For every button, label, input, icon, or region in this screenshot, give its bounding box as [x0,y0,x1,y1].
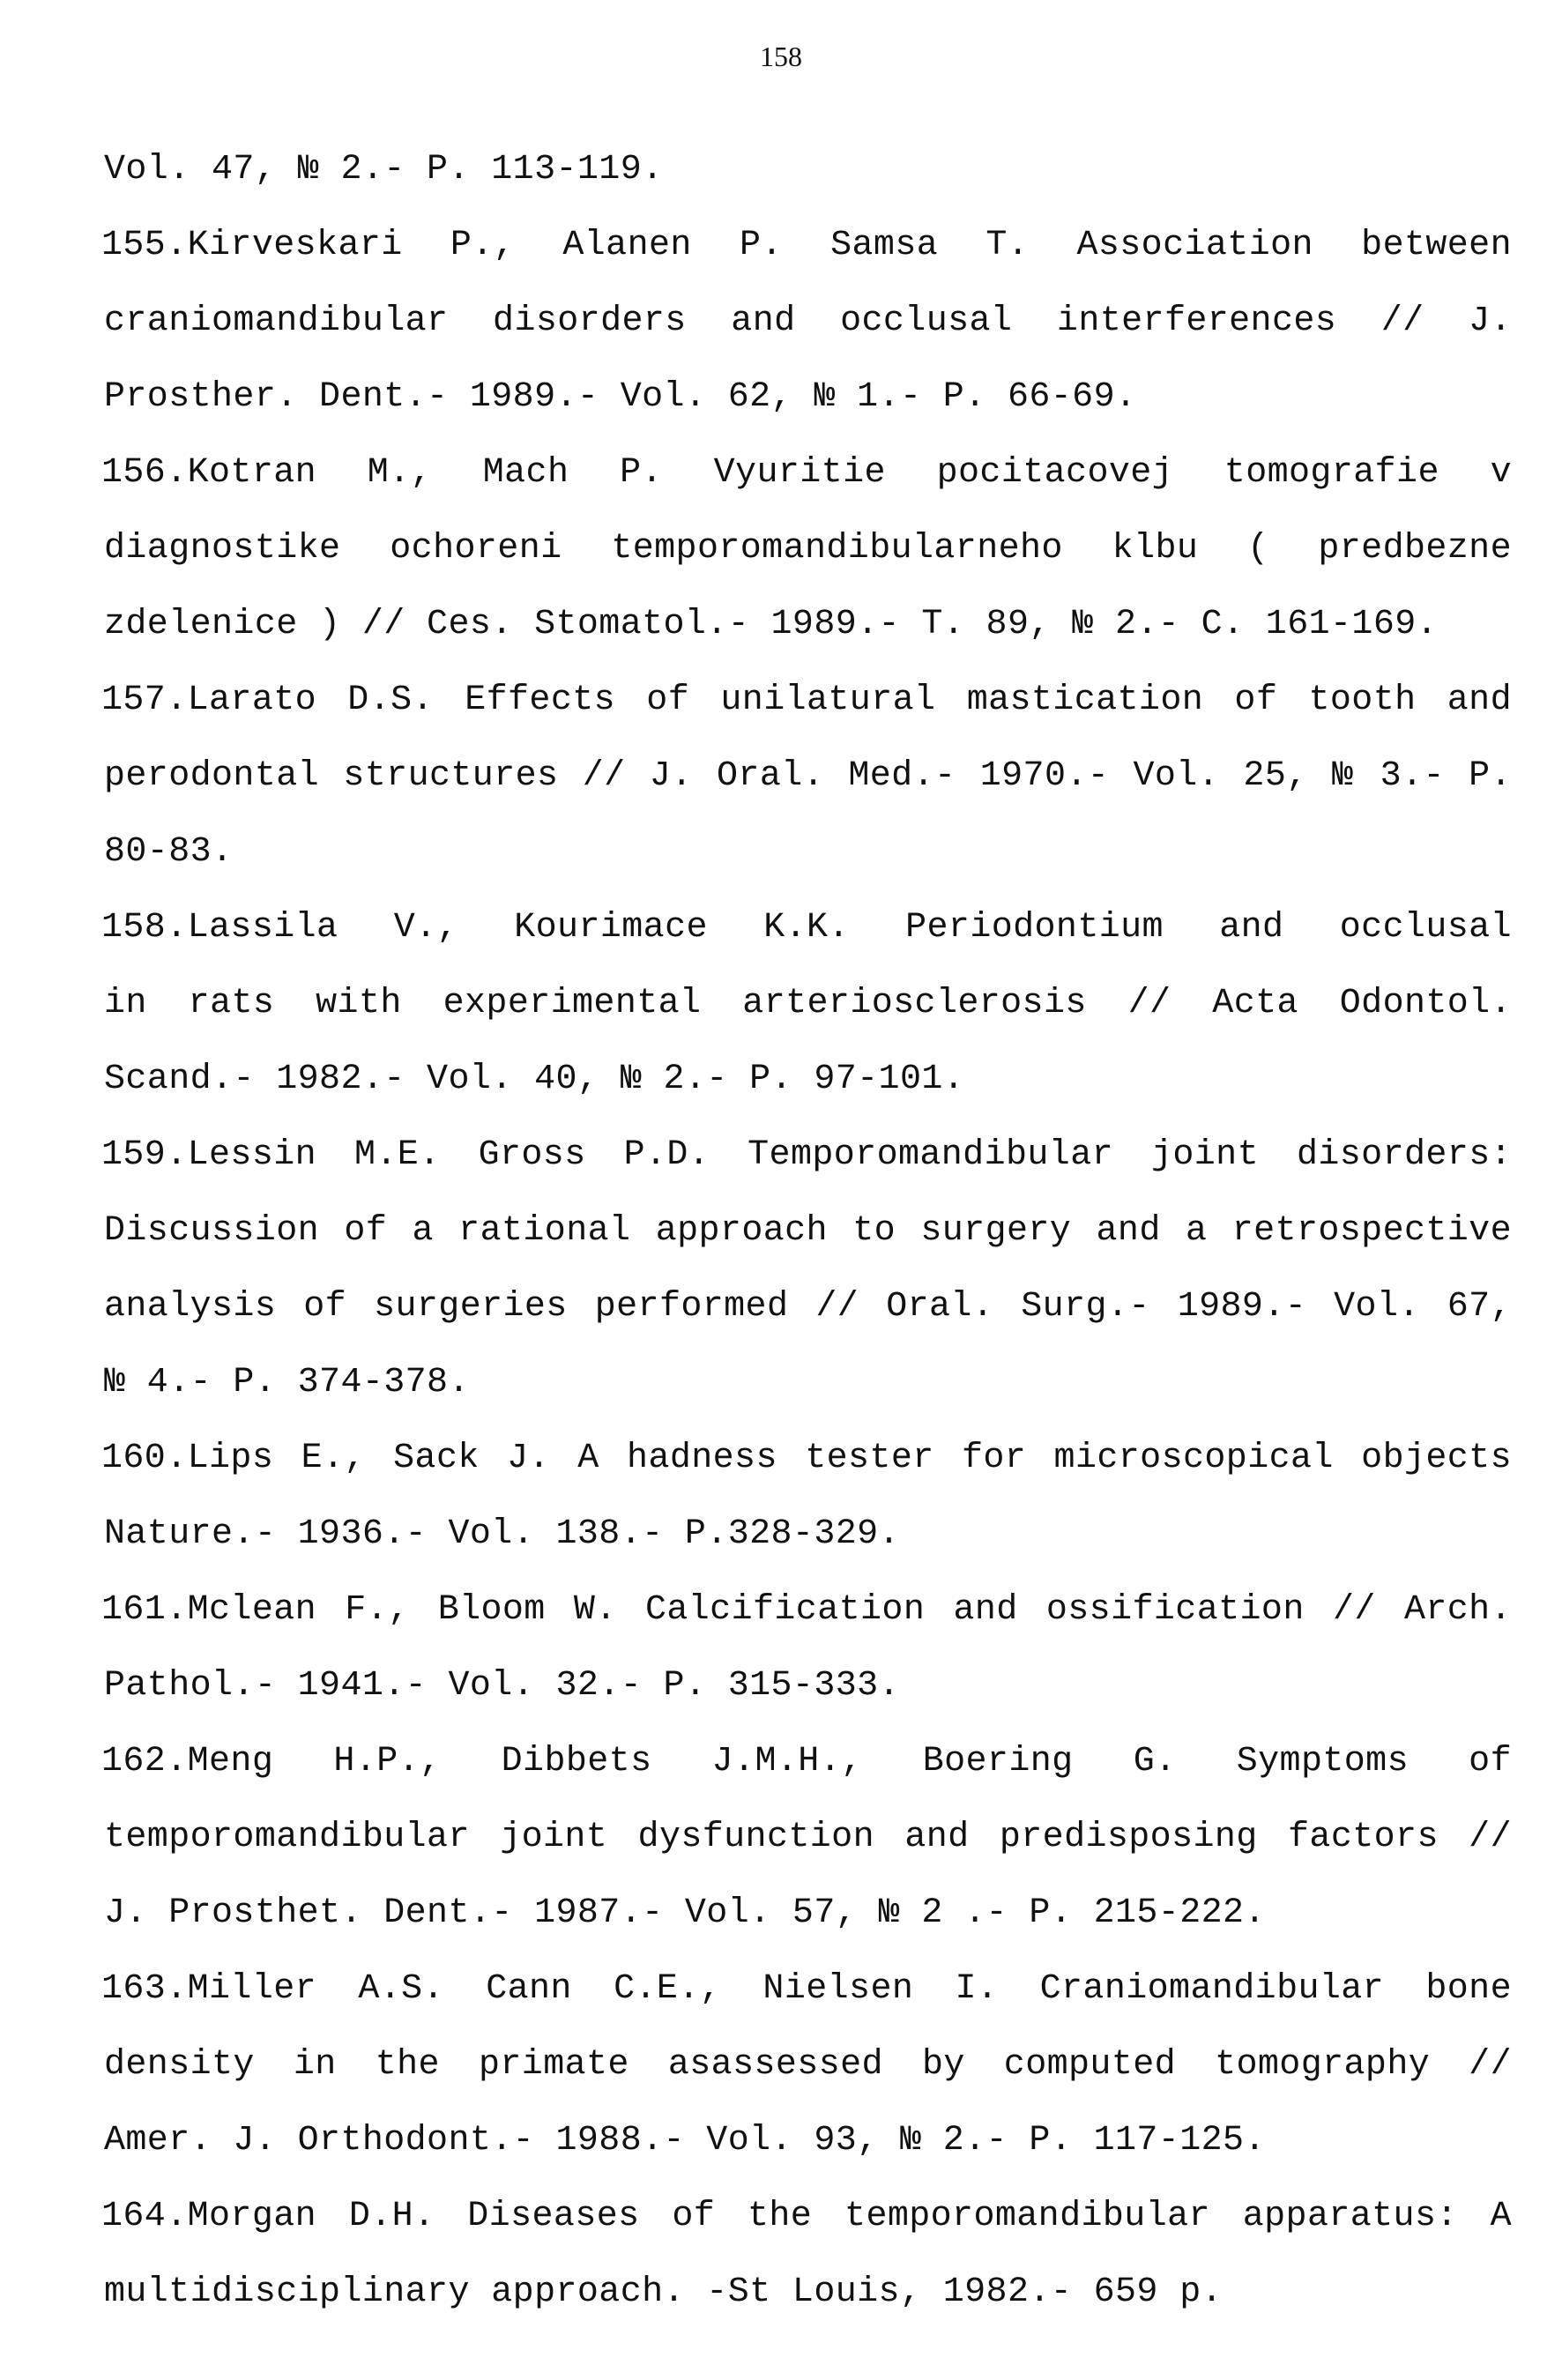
reference-continuation-line: zdelenice ) // Ces. Stomatol.- 1989.- T. 89, № 2.- C. 161-169. [104,605,1439,644]
reference-continuation-line: craniomandibular disorders and occlusal interferences // J. [104,301,1512,341]
reference-continuation-line: Vol. 47, № 2.- P. 113-119. [104,150,664,190]
reference-entry-line: 163.Miller A.S. Cann C.E., Nielsen I. Craniomandibular bone [101,1969,1512,2009]
reference-continuation-line: Pathol.- 1941.- Vol. 32.- P. 315-333. [104,1666,900,1706]
reference-entry-line: 162.Meng H.P., Dibbets J.M.H., Boering G. Symptoms of [101,1742,1512,1781]
reference-continuation-line: Discussion of a rational approach to surgery and a retrospective [104,1211,1512,1251]
reference-continuation-line: in rats with experimental arteriosclerosis // Acta Odontol. [104,984,1512,1023]
reference-continuation-line: J. Prosthet. Dent.- 1987.- Vol. 57, № 2 .- P. 215-222. [104,1893,1266,1933]
reference-continuation-line: perodontal structures // J. Oral. Med.- 1970.- Vol. 25, № 3.- P. [104,756,1512,796]
page-number: 158 [760,41,802,72]
reference-entry-line: 161.Mclean F., Bloom W. Calcification and ossification // Arch. [101,1590,1512,1630]
reference-continuation-line: multidisciplinary approach. -St Louis, 1982.- 659 p. [104,2272,1224,2312]
reference-continuation-line: analysis of surgeries performed // Oral. Surg.- 1989.- Vol. 67, [104,1287,1512,1327]
reference-continuation-line: Amer. J. Orthodont.- 1988.- Vol. 93, № 2.- P. 117-125. [104,2121,1266,2161]
reference-continuation-line: density in the primate asassessed by computed tomography // [104,2045,1512,2085]
reference-continuation-line: Prosther. Dent.- 1989.- Vol. 62, № 1.- P. 66-69. [104,377,1137,417]
reference-continuation-line: 80-83. [104,832,234,872]
reference-continuation-line: diagnostike ochoreni temporomandibularneho klbu ( predbezne [104,529,1512,569]
reference-continuation-line: № 4.- P. 374-378. [104,1363,470,1402]
reference-list [101,132,1512,2331]
reference-entry-line: 157.Larato D.S. Effects of unilatural mastication of tooth and [101,681,1512,720]
reference-entry-line: 155.Kirveskari P., Alanen P. Samsa T. Association between [101,226,1512,265]
reference-continuation-line: Nature.- 1936.- Vol. 138.- P.328-329. [104,1514,900,1554]
reference-entry-line: 156.Kotran M., Mach P. Vyuritie pocitacovej tomografie v [101,453,1512,493]
reference-entry-line: 158.Lassila V., Kourimace K.K. Periodontium and occlusal [101,908,1512,948]
reference-entry-line: 164.Morgan D.H. Diseases of the temporomandibular apparatus: A [101,2197,1512,2236]
reference-entry-line: 159.Lessin M.E. Gross P.D. Temporomandibular joint disorders: [101,1135,1512,1175]
reference-entry-line: 160.Lips E., Sack J. A hadness tester for microscopical objects [101,1439,1512,1478]
reference-continuation-line: temporomandibular joint dysfunction and predisposing factors // [104,1818,1512,1857]
reference-continuation-line: Scand.- 1982.- Vol. 40, № 2.- P. 97-101. [104,1060,965,1099]
